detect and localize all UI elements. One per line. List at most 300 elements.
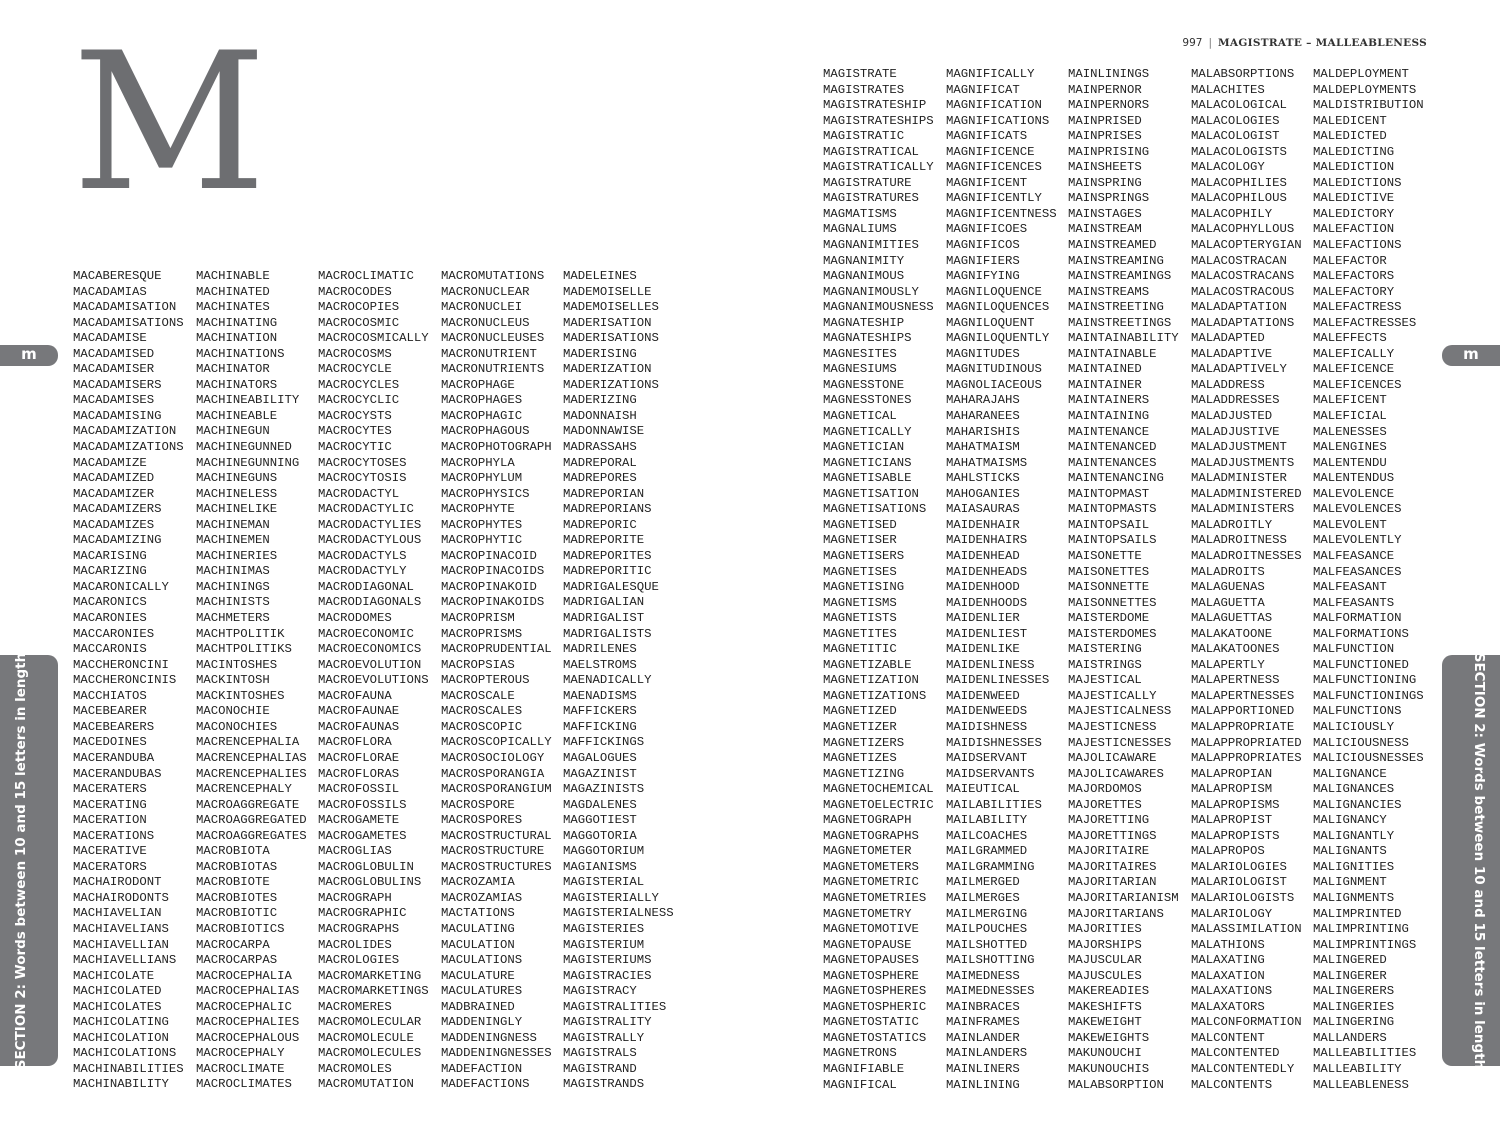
word-entry: MAGNILOQUENCES	[946, 300, 1050, 315]
word-entry: MAGISTERIALLY	[563, 890, 659, 905]
word-entry: MACROPHYLA	[441, 455, 515, 470]
word-column	[823, 67, 934, 1093]
word-entry: MACARONICS	[73, 595, 147, 610]
word-entry: MALFEASANCES	[1313, 564, 1402, 579]
word-entry: MACKINTOSH	[196, 673, 270, 688]
word-entry: MALARIOLOGIES	[1191, 859, 1287, 874]
word-entry: MAGNIFICENTLY	[946, 191, 1042, 206]
word-entry: MALADAPTED	[1191, 331, 1265, 346]
word-entry: MAGNIFICATS	[946, 129, 1028, 144]
word-entry: MAGISTRAND	[563, 1061, 637, 1076]
word-entry: MACRODACTYLY	[318, 564, 407, 579]
word-entry: MALATHIONS	[1191, 937, 1265, 952]
word-entry: MAGNIFICOES	[946, 222, 1028, 237]
word-entry: MAINSTREAMING	[1068, 253, 1164, 268]
word-entry: MADERISING	[563, 346, 637, 361]
word-entry: MACROECONOMICS	[318, 642, 422, 657]
word-entry: MACROCEPHALIC	[196, 999, 292, 1014]
word-entry: MACADAMIZE	[73, 455, 147, 470]
word-entry: MAGDALENES	[563, 797, 637, 812]
word-entry: MALIGNANCIES	[1313, 797, 1402, 812]
word-entry: MACROAGGREGATED	[196, 813, 307, 828]
word-entry: MAGISTRATURES	[823, 191, 919, 206]
word-entry: MAFFICKERS	[563, 704, 637, 719]
word-entry: MACROCYSTS	[318, 408, 392, 423]
word-column	[1313, 67, 1424, 1093]
word-entry: MAGNATESHIP	[823, 315, 905, 330]
word-entry: MACADAMISES	[73, 393, 155, 408]
word-entry: MAGNETOPAUSES	[823, 953, 919, 968]
word-entry: MACROCYCLIC	[318, 393, 400, 408]
word-entry: MAIMEDNESS	[946, 968, 1020, 983]
word-entry: MAILGRAMMED	[946, 844, 1028, 859]
word-entry: MACROSTRUCTURAL	[441, 828, 552, 843]
word-entry: MALAGUETTA	[1191, 595, 1265, 610]
word-entry: MALCONTENT	[1191, 1030, 1265, 1045]
word-entry: MAGISTRATICAL	[823, 144, 919, 159]
word-entry: MACROFLORAS	[318, 766, 400, 781]
word-entry: MACROGRAPHIC	[318, 906, 407, 921]
word-entry: MACROBIOTE	[196, 875, 270, 890]
word-entry: MACARONIES	[73, 611, 147, 626]
word-entry: MALADAPTATION	[1191, 300, 1287, 315]
word-entry: MADDENINGNESSES	[441, 1046, 552, 1061]
word-entry: MACROPRUDENTIAL	[441, 642, 552, 657]
word-entry: MACRONUTRIENTS	[441, 362, 545, 377]
word-entry: MAGNIFIABLE	[823, 1062, 905, 1076]
word-entry: MAGNANIMOUSNESS	[823, 300, 934, 315]
word-entry: MAIASAURAS	[946, 502, 1020, 517]
word-entry: MALFUNCTIONS	[1313, 704, 1402, 719]
word-entry: MADERISATION	[563, 315, 652, 330]
word-entry: MAIDENHAIR	[946, 517, 1020, 532]
word-entry: MAGNETIZATIONS	[823, 688, 927, 703]
word-entry: MACHINELIKE	[196, 502, 278, 517]
word-entry: MAINPERNOR	[1068, 82, 1142, 97]
word-entry: MADREPORIC	[563, 517, 637, 532]
word-entry: MACROPHYLUM	[441, 471, 523, 486]
word-entry: MALENTENDUS	[1313, 471, 1395, 486]
word-entry: MADEFACTIONS	[441, 1077, 530, 1092]
word-entry: MACROSPORES	[441, 813, 523, 828]
word-entry: MACHICOLATIONS	[73, 1046, 177, 1061]
word-entry: MAGNETOMETRIC	[823, 875, 919, 890]
word-entry: MALAXATORS	[1191, 999, 1265, 1014]
word-entry: MAGISTRACY	[563, 984, 637, 999]
word-entry: MAGNETOCHEMICAL	[823, 782, 934, 797]
word-entry: MACROPRISMS	[441, 626, 523, 641]
word-entry: MACADAMIZER	[73, 486, 155, 501]
word-entry: MACRONUCLEUSES	[441, 331, 545, 346]
word-entry: MALACOLOGISTS	[1191, 144, 1287, 159]
word-entry: MALACOLOGIST	[1191, 129, 1280, 144]
word-entry: MACROGAMETE	[318, 813, 400, 828]
word-entry: MALLEABILITY	[1313, 1062, 1402, 1076]
word-entry: MAINTAINABILITY	[1068, 331, 1179, 346]
word-entry: MAHARANEES	[946, 409, 1020, 424]
word-entry: MACADAMISATIONS	[73, 315, 184, 330]
word-entry: MAINTOPMASTS	[1068, 502, 1157, 517]
word-entry: MACROSCALE	[441, 688, 515, 703]
word-entry: MACROSCALES	[441, 704, 523, 719]
word-entry: MAGNETOPAUSE	[823, 937, 912, 952]
word-entry: MACROPHYTE	[441, 502, 515, 517]
word-entry: MACRODACTYLS	[318, 548, 407, 563]
word-entry: MACROCYTOSIS	[318, 471, 407, 486]
word-entry: MACADAMIZING	[73, 533, 162, 548]
word-entry: MACROMARKETING	[318, 968, 422, 983]
word-entry: MALEFACTIONS	[1313, 238, 1402, 253]
word-entry: MADREPORIAN	[563, 486, 645, 501]
word-entry: MAGNOLIACEOUS	[946, 377, 1042, 392]
word-entry: MALDISTRIBUTION	[1313, 98, 1424, 113]
word-entry: MAKUNOUCHIS	[1068, 1062, 1150, 1076]
word-entry: MALACOPTERYGIAN	[1191, 238, 1302, 253]
word-entry: MAKUNOUCHI	[1068, 1046, 1142, 1061]
word-entry: MACHICOLATION	[73, 1030, 169, 1045]
word-entry: MALADJUSTIVE	[1191, 424, 1280, 439]
word-entry: MAILSHOTTED	[946, 937, 1028, 952]
word-entry: MAILMERGING	[946, 906, 1028, 921]
word-entry: MAGNILOQUENT	[946, 315, 1035, 330]
word-entry: MAGNETOSPHERIC	[823, 999, 927, 1014]
word-entry: MACROBIOTA	[196, 844, 270, 859]
word-entry: MALACOLOGIES	[1191, 113, 1280, 128]
word-entry: MACERANDUBAS	[73, 766, 162, 781]
word-entry: MAGNETISATIONS	[823, 502, 927, 517]
word-entry: MACROSPORANGIUM	[441, 782, 552, 797]
word-entry: MAIDENHEADS	[946, 564, 1028, 579]
word-entry: MACROFAUNAS	[318, 719, 400, 734]
word-entry: MAHATMAISMS	[946, 455, 1028, 470]
word-entry: MACROCLIMATE	[196, 1061, 285, 1076]
word-entry: MACROCEPHALIA	[196, 968, 292, 983]
word-entry: MAINTENANCES	[1068, 455, 1157, 470]
word-entry: MACRENCEPHALIAS	[196, 750, 307, 765]
word-entry: MALLANDERS	[1313, 1030, 1387, 1045]
word-entry: MALAPROPISM	[1191, 782, 1273, 797]
word-entry: MAILGRAMMING	[946, 859, 1035, 874]
word-entry: MACULATION	[441, 937, 515, 952]
word-entry: MAIDENHAIRS	[946, 533, 1028, 548]
word-entry: MAJORETTING	[1068, 813, 1150, 828]
word-entry: MAGNANIMITY	[823, 253, 905, 268]
word-entry: MACROGLOBULIN	[318, 859, 414, 874]
page-number: 997	[1182, 37, 1203, 49]
word-entry: MAJORITARIANISM	[1068, 890, 1179, 905]
word-entry: MAILMERGED	[946, 875, 1020, 890]
word-entry: MADRIGALIAN	[563, 595, 645, 610]
word-entry: MACROCOSMICALLY	[318, 331, 429, 346]
section-tab-label: SECTION 2: Words between 10 and 15 letters in length	[1471, 652, 1487, 1069]
word-entry: MAGNIFICAT	[946, 82, 1020, 97]
word-entry: MAGNETOGRAPH	[823, 813, 912, 828]
word-entry: MAILABILITY	[946, 813, 1028, 828]
word-entry: MACULATIONS	[441, 953, 523, 968]
word-entry: MALENGINES	[1313, 440, 1387, 455]
word-entry: MALEFICENCES	[1313, 377, 1402, 392]
word-entry: MAILCOACHES	[946, 828, 1028, 843]
word-entry: MADERIZING	[563, 393, 637, 408]
word-entry: MALACOPHILOUS	[1191, 191, 1287, 206]
word-entry: MACADAMIZES	[73, 517, 155, 532]
word-entry: MAINTAINERS	[1068, 393, 1150, 408]
word-entry: MALCONTENTEDLY	[1191, 1062, 1295, 1076]
word-entry: MALADDRESSES	[1191, 393, 1280, 408]
word-entry: MACHICOLATE	[73, 968, 155, 983]
word-entry: MAJORITAIRE	[1068, 844, 1150, 859]
word-entry: MACROGLIAS	[318, 844, 392, 859]
word-entry: MAFFICKINGS	[563, 735, 645, 750]
word-entry: MALADMINISTERS	[1191, 502, 1295, 517]
word-entry: MACROLIDES	[318, 937, 392, 952]
word-entry: MAGNETIZATION	[823, 673, 919, 688]
word-entry: MACHINEMAN	[196, 517, 270, 532]
word-entry: MACROBIOTES	[196, 890, 278, 905]
word-entry: MAINTOPSAILS	[1068, 533, 1157, 548]
word-entry: MAHARISHIS	[946, 424, 1020, 439]
word-entry: MACROCYTIC	[318, 440, 392, 455]
word-entry: MACROPRISM	[441, 611, 515, 626]
word-entry: MALEVOLENTLY	[1313, 533, 1402, 548]
word-entry: MACHINEGUNNING	[196, 455, 300, 470]
word-entry: MACADAMISE	[73, 331, 147, 346]
word-entry: MACHININGS	[196, 579, 270, 594]
word-entry: MAINSHEETS	[1068, 160, 1142, 175]
word-entry: MALEDICTING	[1313, 144, 1395, 159]
word-entry: MACHINABILITY	[73, 1077, 169, 1092]
word-entry: MAJORETTES	[1068, 797, 1142, 812]
word-entry: MAGISTERIALNESS	[563, 906, 674, 921]
word-entry: MAGISTERIUM	[563, 937, 645, 952]
word-entry: MAINBRACES	[946, 999, 1020, 1014]
word-entry: MACROPINACOID	[441, 548, 537, 563]
word-entry: MALICIOUSLY	[1313, 719, 1395, 734]
word-entry: MAIDENLINESSES	[946, 673, 1050, 688]
word-entry: MAGNILOQUENCE	[946, 284, 1042, 299]
word-column	[563, 269, 674, 1093]
word-entry: MAILPOUCHES	[946, 922, 1028, 937]
word-entry: MALFUNCTIONING	[1313, 673, 1417, 688]
word-entry: MAGNANIMOUS	[823, 269, 905, 284]
word-entry: MAINSPRING	[1068, 175, 1142, 190]
word-entry: MACROPHYTES	[441, 517, 523, 532]
word-entry: MAINLININGS	[1068, 67, 1150, 81]
word-entry: MACERATION	[73, 813, 147, 828]
word-entry: MACROSCOPICALLY	[441, 735, 552, 750]
word-entry: MAGISTRATURE	[823, 175, 912, 190]
word-column	[196, 269, 307, 1093]
word-entry: MAINTENANCING	[1068, 471, 1164, 486]
word-entry: MAGISTERIES	[563, 921, 645, 936]
word-entry: MACROPINAKOIDS	[441, 595, 545, 610]
word-entry: MACULATURES	[441, 984, 523, 999]
word-entry: MALFEASANTS	[1313, 595, 1395, 610]
word-entry: MAGNIFICENCES	[946, 160, 1042, 175]
word-entry: MAJESTICALNESS	[1068, 704, 1172, 719]
word-entry: MAINTAINER	[1068, 377, 1142, 392]
word-entry: MACADAMISER	[73, 362, 155, 377]
word-entry: MALADMINISTER	[1191, 471, 1287, 486]
word-entry: MALASSIMILATION	[1191, 922, 1302, 937]
word-entry: MAINTOPSAIL	[1068, 517, 1150, 532]
word-entry: MAHATMAISM	[946, 440, 1020, 455]
word-entry: MALINGERED	[1313, 953, 1387, 968]
word-entry: MAGNESITES	[823, 346, 897, 361]
word-entry: MACROCEPHALIES	[196, 1015, 300, 1030]
word-entry: MACHINEABILITY	[196, 393, 300, 408]
word-entry: MADDENINGNESS	[441, 1030, 537, 1045]
word-entry: MACHINABILITIES	[73, 1061, 184, 1076]
word-entry: MAGNIFICATION	[946, 98, 1042, 113]
word-entry: MACROGRAPHS	[318, 921, 400, 936]
word-entry: MACERATORS	[73, 859, 147, 874]
word-entry: MAISONNETTES	[1068, 595, 1157, 610]
word-entry: MADREPORITES	[563, 548, 652, 563]
word-entry: MAIDENLIKE	[946, 642, 1020, 657]
word-entry: MALIGNMENTS	[1313, 890, 1395, 905]
word-entry: MAJESTICNESS	[1068, 719, 1157, 734]
word-entry: MACROCARPAS	[196, 953, 278, 968]
word-entry: MAILSHOTTING	[946, 953, 1035, 968]
word-entry: MACROSCOPIC	[441, 719, 523, 734]
word-entry: MAHOGANIES	[946, 486, 1020, 501]
word-entry: MACHAIRODONT	[73, 875, 162, 890]
word-entry: MALADDRESS	[1191, 377, 1265, 392]
word-entry: MALEFICALLY	[1313, 346, 1395, 361]
word-entry: MAIDISHNESSES	[946, 735, 1042, 750]
word-entry: MALENESSES	[1313, 424, 1387, 439]
word-entry: MAGNETISABLE	[823, 471, 912, 486]
word-entry: MACHINATES	[196, 300, 270, 315]
section-tab-right	[1442, 652, 1500, 1069]
word-entry: MAILMERGES	[946, 890, 1020, 905]
word-entry: MACROPHOTOGRAPH	[441, 440, 552, 455]
word-entry: MAGNETOMOTIVE	[823, 922, 919, 937]
word-entry: MAJOLICAWARES	[1068, 766, 1164, 781]
word-entry: MALCONTENTS	[1191, 1077, 1273, 1092]
word-entry: MACHINATIONS	[196, 346, 285, 361]
word-entry: MACRENCEPHALIES	[196, 766, 307, 781]
word-entry: MAIDENLINESS	[946, 657, 1035, 672]
word-entry: MADELEINES	[563, 269, 637, 283]
word-entry: MAINSTREETING	[1068, 300, 1164, 315]
word-entry: MACERATERS	[73, 782, 147, 797]
word-entry: MALAPROPISMS	[1191, 797, 1280, 812]
word-entry: MACEBEARER	[73, 704, 147, 719]
word-entry: MACADAMIZERS	[73, 502, 162, 517]
word-entry: MACROPHAGES	[441, 393, 523, 408]
word-entry: MACADAMISED	[73, 346, 155, 361]
word-entry: MALFUNCTION	[1313, 642, 1395, 657]
word-entry: MAGISTRANDS	[563, 1077, 645, 1092]
word-entry: MACROBIOTAS	[196, 859, 278, 874]
word-entry: MALIMPRINTED	[1313, 906, 1402, 921]
word-entry: MACROFLORAE	[318, 750, 400, 765]
word-column	[946, 67, 1057, 1093]
word-entry: MALEDICTORY	[1313, 206, 1395, 221]
word-entry: MAINPRISING	[1068, 144, 1150, 159]
word-entry: MAINSTREAMED	[1068, 238, 1157, 253]
word-entry: MAIDSERVANTS	[946, 766, 1035, 781]
word-entry: MALAKATOONES	[1191, 642, 1280, 657]
word-entry: MALACOLOGICAL	[1191, 98, 1287, 113]
word-entry: MACHTPOLITIK	[196, 626, 285, 641]
word-entry: MALADAPTATIONS	[1191, 315, 1295, 330]
word-entry: MAGNETISMS	[823, 595, 897, 610]
word-entry: MACCHIATOS	[73, 688, 147, 703]
word-entry: MALCONTENTED	[1191, 1046, 1280, 1061]
word-entry: MALACOPHILIES	[1191, 175, 1287, 190]
word-entry: MACERATIVE	[73, 844, 147, 859]
word-entry: MALIGNANCE	[1313, 766, 1387, 781]
word-entry: MAGNILOQUENTLY	[946, 331, 1050, 346]
word-entry: MAGNESSTONES	[823, 393, 912, 408]
word-entry: MAGNESSTONE	[823, 377, 905, 392]
word-entry: MAINLANDER	[946, 1030, 1020, 1045]
word-entry: MACARONICALLY	[73, 579, 169, 594]
header-title: MAGISTRATE – MALLEABLENESS	[1217, 37, 1427, 49]
word-entry: MAGNETISATION	[823, 486, 919, 501]
word-entry: MALACOSTRACAN	[1191, 253, 1287, 268]
word-entry: MALEFACTRESSES	[1313, 315, 1417, 330]
word-entry: MALEDICTION	[1313, 160, 1395, 175]
word-entry: MACHINATING	[196, 315, 278, 330]
word-entry: MALAPROPISTS	[1191, 828, 1280, 843]
word-entry: MACRENCEPHALY	[196, 782, 292, 797]
word-entry: MADRASSAHS	[563, 440, 637, 455]
word-entry: MALADROITNESS	[1191, 533, 1287, 548]
word-entry: MAINLANDERS	[946, 1046, 1028, 1061]
word-entry: MALLEABLENESS	[1313, 1077, 1409, 1092]
word-entry: MAGNETOGRAPHS	[823, 828, 919, 843]
word-entry: MACROMOLECULE	[318, 1030, 414, 1045]
word-entry: MAINLINING	[946, 1077, 1020, 1092]
word-entry: MACROSPORANGIA	[441, 766, 545, 781]
word-entry: MACCARONIES	[73, 626, 155, 641]
word-entry: MALDEPLOYMENTS	[1313, 82, 1417, 97]
word-entry: MAGMATISMS	[823, 206, 897, 221]
word-entry: MAGNETICAL	[823, 409, 897, 424]
word-entry: MALAKATOONE	[1191, 626, 1273, 641]
word-entry: MAGNANIMOUSLY	[823, 284, 919, 299]
word-entry: MALARIOLOGY	[1191, 906, 1273, 921]
word-entry: MACROCEPHALY	[196, 1046, 285, 1061]
word-entry: MACHINEGUNS	[196, 471, 278, 486]
word-entry: MACROCOPIES	[318, 300, 400, 315]
word-entry: MAGNETOSTATIC	[823, 1015, 919, 1030]
word-entry: MADONNAISH	[563, 408, 637, 423]
word-entry: MALAPPORTIONED	[1191, 704, 1295, 719]
word-entry: MACROAGGREGATE	[196, 797, 300, 812]
word-entry: MAINSTAGES	[1068, 206, 1142, 221]
word-entry: MALAPERTNESS	[1191, 673, 1280, 688]
word-entry: MADRIGALESQUE	[563, 579, 659, 594]
word-entry: MAGNETISERS	[823, 548, 905, 563]
word-entry: MACROBIOTIC	[196, 906, 278, 921]
word-entry: MAGISTRATIC	[823, 129, 905, 144]
word-entry: MAINTENANCE	[1068, 424, 1150, 439]
word-entry: MAGNETRONS	[823, 1046, 897, 1061]
word-entry: MAGNETOMETRIES	[823, 890, 927, 905]
word-entry: MALFEASANT	[1313, 580, 1387, 595]
word-entry: MACKINTOSHES	[196, 688, 285, 703]
word-entry: MACROPSIAS	[441, 657, 515, 672]
word-entry: MALAPPROPRIATE	[1191, 719, 1295, 734]
word-entry: MALADROITLY	[1191, 517, 1273, 532]
word-entry: MAIDENHOODS	[946, 595, 1028, 610]
word-entry: MALDEPLOYMENT	[1313, 67, 1409, 81]
